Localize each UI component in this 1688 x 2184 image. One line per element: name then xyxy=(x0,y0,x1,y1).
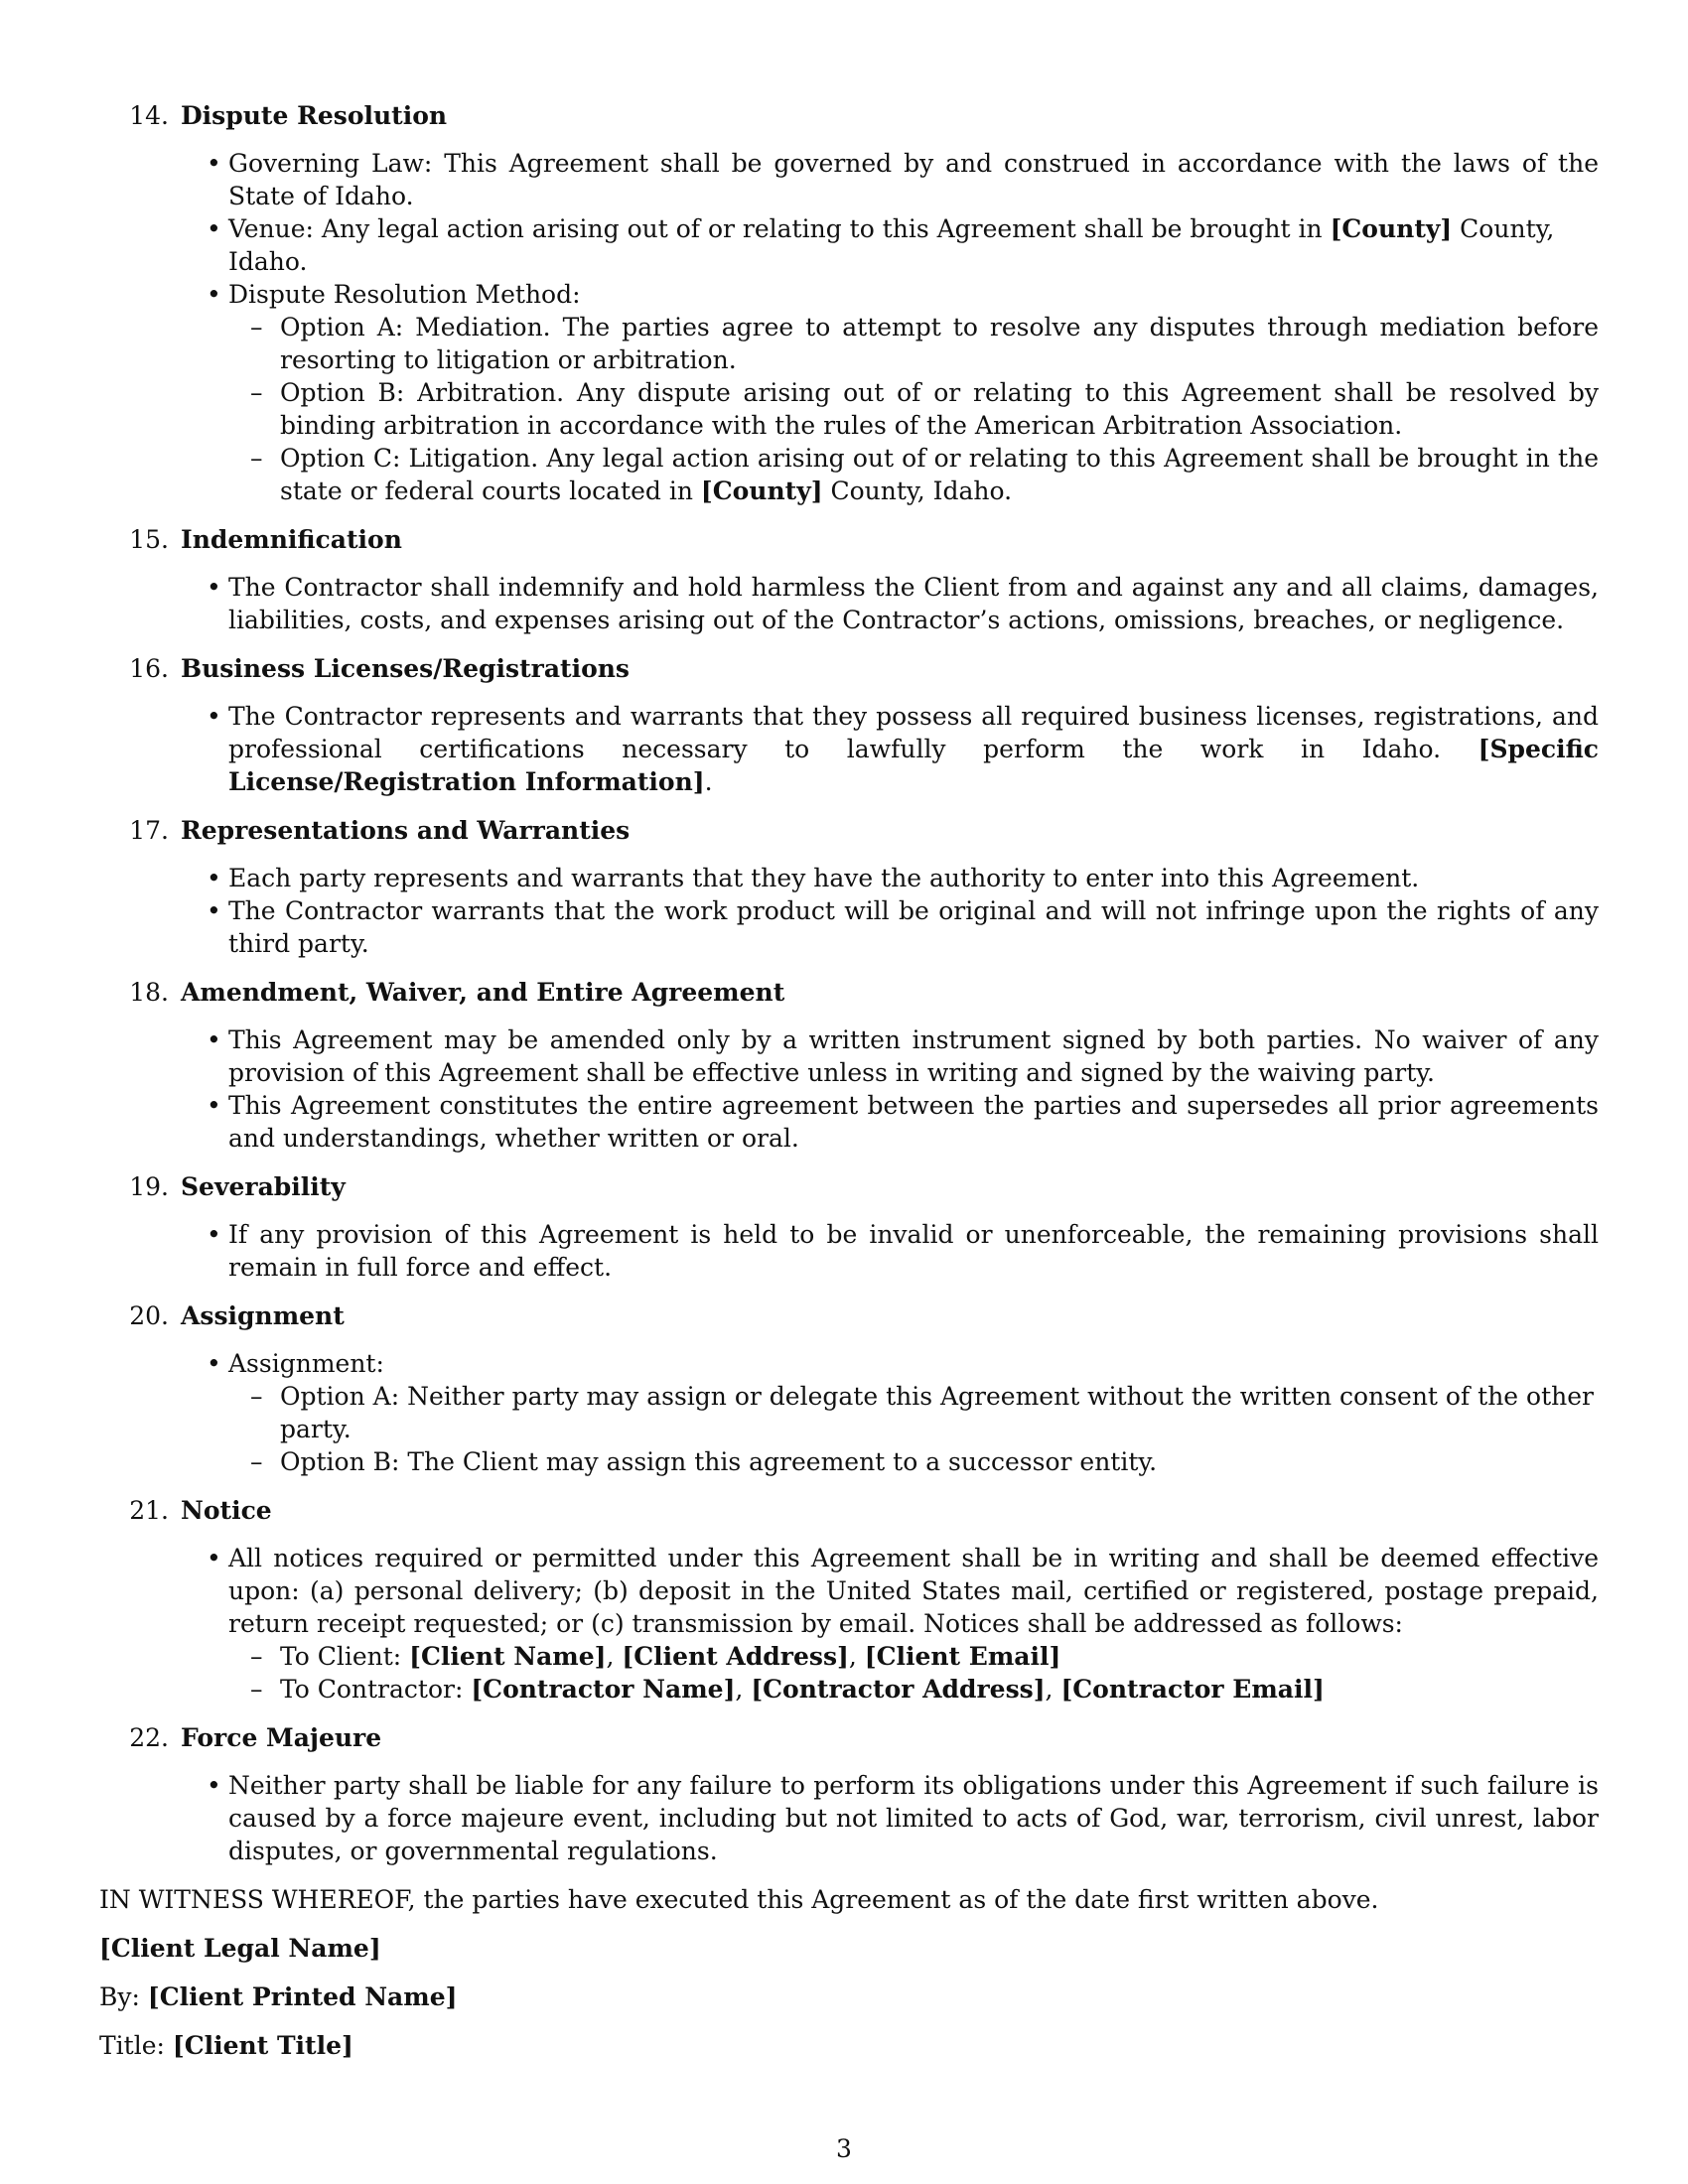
label: To Contractor: xyxy=(280,1675,472,1704)
option-list xyxy=(228,311,1599,507)
option-item: – Option B: The Client may assign this agreement to a successor entity. xyxy=(280,1445,1599,1478)
section-representations xyxy=(99,814,1599,960)
signature-legal-name xyxy=(99,1932,1599,1965)
section-business-licenses xyxy=(99,652,1599,798)
bullet-list xyxy=(99,147,1599,507)
section-heading xyxy=(99,814,1599,847)
section-number: 15. xyxy=(129,525,169,554)
list-item: • If any provision of this Agreement is held to be invalid or unenforceable, the remaining provisions shall remain in full force and effect. xyxy=(228,1218,1599,1284)
document-page xyxy=(99,99,1599,2062)
section-title: Notice xyxy=(181,1496,272,1525)
text: County, Idaho. xyxy=(228,214,1555,276)
address-client xyxy=(280,1640,1599,1673)
address-list xyxy=(228,1640,1599,1706)
section-title: Business Licenses/Registrations xyxy=(181,654,631,683)
placeholder-contractor-name: [Contractor Name] xyxy=(471,1675,736,1704)
section-number: 18. xyxy=(129,978,169,1007)
separator: , xyxy=(848,1642,865,1671)
bullet-list xyxy=(99,571,1599,636)
placeholder-license-info: [Specific License/Registration Information] xyxy=(228,735,1599,796)
section-heading xyxy=(99,1170,1599,1203)
text: Dispute Resolution Method: xyxy=(228,280,581,309)
section-heading xyxy=(99,99,1599,132)
list-item xyxy=(228,278,1599,507)
label: To Client: xyxy=(280,1642,410,1671)
placeholder-contractor-address: [Contractor Address] xyxy=(751,1675,1046,1704)
text: Assignment: xyxy=(228,1349,384,1378)
bullet-list xyxy=(99,1024,1599,1155)
section-heading xyxy=(99,976,1599,1009)
bullet-list xyxy=(99,1542,1599,1706)
section-title: Assignment xyxy=(181,1301,345,1330)
bullet-list xyxy=(99,1218,1599,1284)
label: By: xyxy=(99,1982,148,2011)
text: • All notices required or permitted under this Agreement shall be in writing and shall be deemed effective upon: (a) personal delivery; (b) deposit in the United States mail, certified or registered, postage prepaid, return receipt requested; or (c) transmission by email. Notices shall be addressed as follows: xyxy=(228,1544,1599,1638)
option-list xyxy=(228,1380,1599,1478)
section-title: Severability xyxy=(181,1172,346,1201)
section-heading xyxy=(99,1721,1599,1754)
text: The Contractor represents and warrants that they possess all required business licenses, registrations, and professional certifications necessary to lawfully perform the work in Idaho. xyxy=(228,702,1599,763)
section-title: Force Majeure xyxy=(181,1723,382,1752)
placeholder-client-legal-name: [Client Legal Name] xyxy=(99,1934,381,1963)
list-item: • The Contractor shall indemnify and hold harmless the Client from and against any and all claims, damages, liabilities, costs, and expenses arising out of the Contractor’s actions, omissions, breaches, or negligence. xyxy=(228,571,1599,636)
section-amendment xyxy=(99,976,1599,1155)
option-item xyxy=(280,442,1599,507)
section-number: 14. xyxy=(129,101,169,130)
list-item xyxy=(228,1542,1599,1706)
section-heading xyxy=(99,652,1599,685)
section-number: 20. xyxy=(129,1301,169,1330)
list-item xyxy=(228,212,1599,278)
bullet-list xyxy=(99,700,1599,798)
list-item: • This Agreement constitutes the entire agreement between the parties and supersedes all prior agreements and understandings, whether written or oral. xyxy=(228,1089,1599,1155)
witness-statement: IN WITNESS WHEREOF, the parties have executed this Agreement as of the date first written above. xyxy=(99,1885,1379,1914)
list-item: • This Agreement may be amended only by a written instrument signed by both parties. No waiver of any provision of this Agreement shall be effective unless in writing and signed by the waiving party. xyxy=(228,1024,1599,1089)
option-item: – Option A: Neither party may assign or delegate this Agreement without the written consent of the other party. xyxy=(280,1380,1599,1445)
section-number: 16. xyxy=(129,654,169,683)
placeholder-client-name: [Client Name] xyxy=(409,1642,607,1671)
option-item: – Option A: Mediation. The parties agree to attempt to resolve any disputes through mediation before resorting to litigation or arbitration. xyxy=(280,311,1599,376)
section-heading xyxy=(99,523,1599,556)
option-item: – Option B: Arbitration. Any dispute arising out of or relating to this Agreement shall be resolved by binding arbitration in accordance with the rules of the American Arbitration Association. xyxy=(280,376,1599,442)
bullet-list xyxy=(99,862,1599,960)
placeholder-contractor-email: [Contractor Email] xyxy=(1060,1675,1325,1704)
page-number: 3 xyxy=(836,2134,852,2163)
separator: , xyxy=(735,1675,752,1704)
list-item: • The Contractor warrants that the work product will be original and will not infringe upon the rights of any third party. xyxy=(228,894,1599,960)
list-item: • Governing Law: This Agreement shall be governed by and construed in accordance with the laws of the State of Idaho. xyxy=(228,147,1599,212)
placeholder-client-printed-name: [Client Printed Name] xyxy=(147,1982,458,2011)
placeholder-county: [County] xyxy=(1330,214,1453,243)
address-contractor xyxy=(280,1673,1599,1706)
list-item: • Each party represents and warrants that they have the authority to enter into this Agreement. xyxy=(228,862,1599,894)
placeholder-client-email: [Client Email] xyxy=(864,1642,1061,1671)
section-assignment xyxy=(99,1299,1599,1478)
section-number: 22. xyxy=(129,1723,169,1752)
section-title: Indemnification xyxy=(181,525,402,554)
section-title: Dispute Resolution xyxy=(181,101,448,130)
section-title: Representations and Warranties xyxy=(181,816,631,845)
section-indemnification xyxy=(99,523,1599,636)
list-item xyxy=(228,700,1599,798)
section-notice xyxy=(99,1494,1599,1706)
text: County, Idaho. xyxy=(822,477,1013,505)
separator: , xyxy=(1045,1675,1061,1704)
separator: , xyxy=(606,1642,623,1671)
bullet-list xyxy=(99,1769,1599,1867)
section-number: 21. xyxy=(129,1496,169,1525)
list-item xyxy=(228,1347,1599,1478)
placeholder-client-title: [Client Title] xyxy=(172,2031,353,2060)
text: Option C: Litigation. Any legal action arising out of or relating to this Agreement shall be brought in the state or federal courts located in xyxy=(280,444,1599,505)
text: . xyxy=(704,767,713,796)
bullet-list xyxy=(99,1347,1599,1478)
placeholder-county: [County] xyxy=(700,477,823,505)
list-item: • Neither party shall be liable for any failure to perform its obligations under this Agreement if such failure is caused by a force majeure event, including but not limited to acts of God, war, terrorism, civil unrest, labor disputes, or governmental regulations. xyxy=(228,1769,1599,1867)
section-heading xyxy=(99,1494,1599,1527)
section-number: 19. xyxy=(129,1172,169,1201)
section-severability xyxy=(99,1170,1599,1284)
section-dispute-resolution xyxy=(99,99,1599,507)
section-number: 17. xyxy=(129,816,169,845)
section-force-majeure xyxy=(99,1721,1599,1867)
placeholder-client-address: [Client Address] xyxy=(622,1642,849,1671)
text: Venue: Any legal action arising out of or relating to this Agreement shall be brought in xyxy=(228,214,1331,243)
signature-by-line xyxy=(99,1980,1599,2013)
label: Title: xyxy=(99,2031,173,2060)
section-title: Amendment, Waiver, and Entire Agreement xyxy=(181,978,785,1007)
section-heading xyxy=(99,1299,1599,1332)
signature-title-line xyxy=(99,2029,1599,2062)
